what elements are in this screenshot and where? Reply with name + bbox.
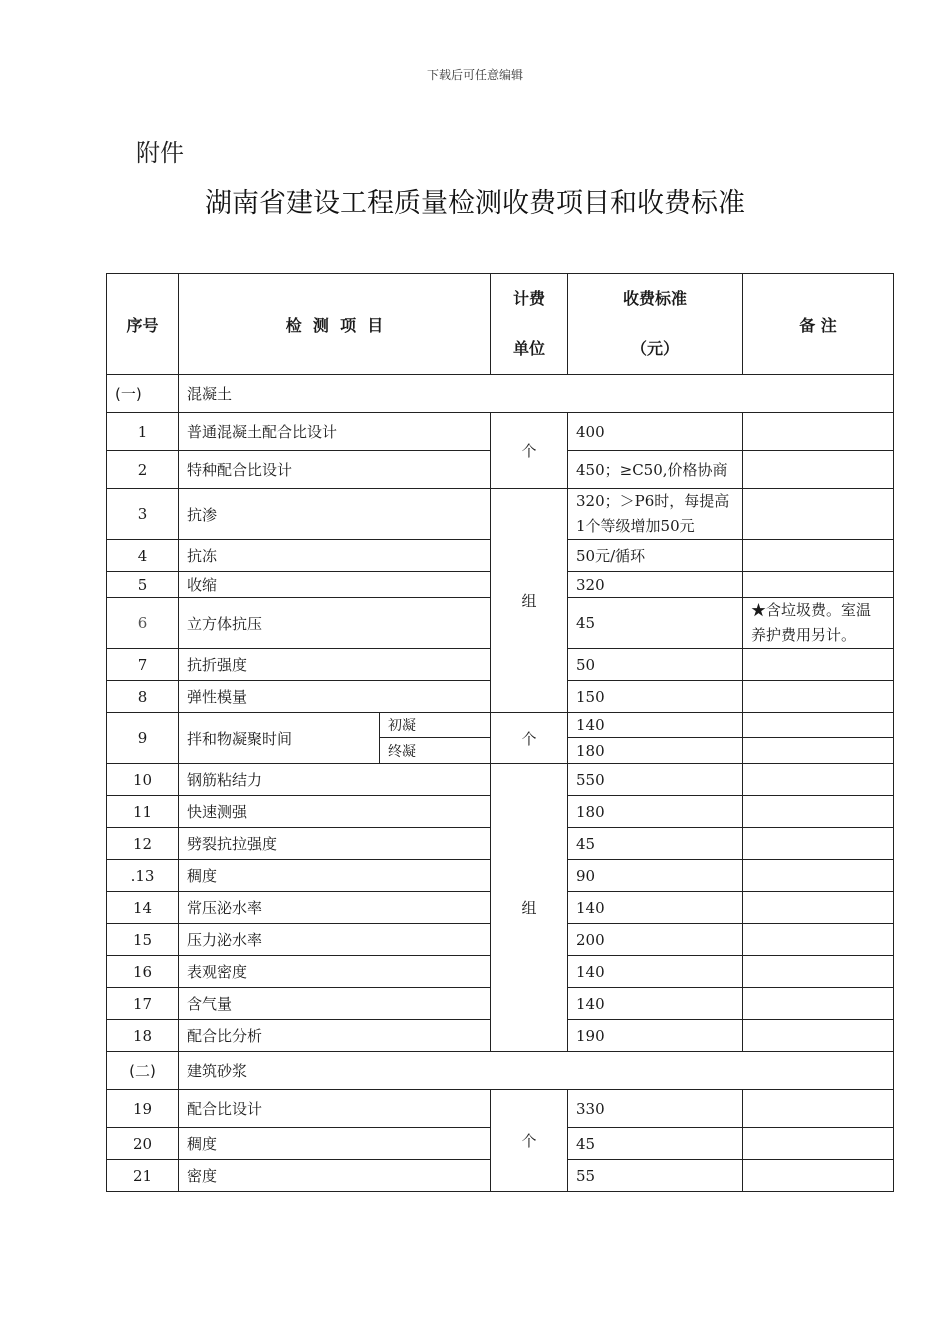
section-seq: (二) xyxy=(107,1052,179,1090)
row-item: 配合比设计 xyxy=(179,1090,491,1128)
row-remark: ★含垃圾费。室温养护费用另计。 xyxy=(743,598,894,649)
row-fee: 190 xyxy=(568,1020,743,1052)
section-row xyxy=(107,1052,894,1090)
row-unit: 个 xyxy=(491,1090,568,1192)
row-seq: 3 xyxy=(107,489,179,540)
row-fee: 50元/循环 xyxy=(568,540,743,572)
row-fee: 180 xyxy=(568,796,743,828)
row-subitem: 初凝 xyxy=(380,713,491,738)
row-fee: 90 xyxy=(568,860,743,892)
row-remark xyxy=(743,413,894,451)
row-fee: 140 xyxy=(568,713,743,738)
fee-table xyxy=(106,273,894,1192)
row-seq: 4 xyxy=(107,540,179,572)
row-item: 劈裂抗拉强度 xyxy=(179,828,491,860)
row-remark xyxy=(743,1090,894,1128)
section-name: 建筑砂浆 xyxy=(179,1052,894,1090)
row-seq: 17 xyxy=(107,988,179,1020)
row-fee: 45 xyxy=(568,1128,743,1160)
row-fee: 320 xyxy=(568,572,743,598)
row-seq: 1 xyxy=(107,413,179,451)
row-seq: 19 xyxy=(107,1090,179,1128)
row-fee: 320；＞P6时，每提高1个等级增加50元 xyxy=(568,489,743,540)
header-fee-line1: 收费标准 xyxy=(622,289,687,308)
row-fee: 140 xyxy=(568,892,743,924)
row-unit: 组 xyxy=(491,764,568,1052)
row-item: 稠度 xyxy=(179,860,491,892)
row-fee: 400 xyxy=(568,413,743,451)
row-remark xyxy=(743,924,894,956)
row-item: 密度 xyxy=(179,1160,491,1192)
section-row xyxy=(107,375,894,413)
row-fee: 50 xyxy=(568,649,743,681)
row-item: 普通混凝土配合比设计 xyxy=(179,413,491,451)
row-remark xyxy=(743,649,894,681)
row-item: 含气量 xyxy=(179,988,491,1020)
row-fee: 140 xyxy=(568,988,743,1020)
row-fee: 45 xyxy=(568,598,743,649)
row-seq: 8 xyxy=(107,681,179,713)
row-remark xyxy=(743,451,894,489)
row-unit: 个 xyxy=(491,713,568,764)
row-seq: 14 xyxy=(107,892,179,924)
header-unit-line2: 单位 xyxy=(512,339,545,358)
row-item: 弹性模量 xyxy=(179,681,491,713)
header-fee-line2: （元） xyxy=(630,339,679,358)
row-seq: .13 xyxy=(107,860,179,892)
row-item: 常压泌水率 xyxy=(179,892,491,924)
row-remark xyxy=(743,489,894,540)
row-item: 立方体抗压 xyxy=(179,598,491,649)
row-seq: 18 xyxy=(107,1020,179,1052)
table-row xyxy=(107,764,894,796)
row-fee: 550 xyxy=(568,764,743,796)
row-seq: 6 xyxy=(107,598,179,649)
row-item: 抗折强度 xyxy=(179,649,491,681)
header-unit xyxy=(491,274,568,375)
row-fee: 55 xyxy=(568,1160,743,1192)
header-seq: 序号 xyxy=(107,274,179,375)
row-item: 特种配合比设计 xyxy=(179,451,491,489)
section-seq: (一) xyxy=(107,375,179,413)
row-fee: 140 xyxy=(568,956,743,988)
row-seq: 21 xyxy=(107,1160,179,1192)
table-row xyxy=(107,713,894,738)
row-remark xyxy=(743,892,894,924)
row-remark xyxy=(743,796,894,828)
row-item: 压力泌水率 xyxy=(179,924,491,956)
row-remark xyxy=(743,860,894,892)
row-seq: 7 xyxy=(107,649,179,681)
row-item: 抗渗 xyxy=(179,489,491,540)
document-title: 湖南省建设工程质量检测收费项目和收费标准 xyxy=(205,188,745,219)
row-unit: 组 xyxy=(491,489,568,713)
row-item: 配合比分析 xyxy=(179,1020,491,1052)
row-item: 拌和物凝聚时间 xyxy=(179,713,380,764)
row-seq: 12 xyxy=(107,828,179,860)
row-fee: 150 xyxy=(568,681,743,713)
row-seq: 2 xyxy=(107,451,179,489)
row-fee: 330 xyxy=(568,1090,743,1128)
row-item: 收缩 xyxy=(179,572,491,598)
table-row xyxy=(107,413,894,451)
table-row xyxy=(107,489,894,540)
row-remark xyxy=(743,738,894,764)
row-seq: 10 xyxy=(107,764,179,796)
row-remark xyxy=(743,681,894,713)
row-remark xyxy=(743,956,894,988)
row-remark xyxy=(743,828,894,860)
header-item: 检 测 项 目 xyxy=(179,274,491,375)
row-seq: 5 xyxy=(107,572,179,598)
table-row xyxy=(107,1090,894,1128)
row-seq: 15 xyxy=(107,924,179,956)
row-unit: 个 xyxy=(491,413,568,489)
row-item: 抗冻 xyxy=(179,540,491,572)
row-item: 快速测强 xyxy=(179,796,491,828)
header-fee xyxy=(568,274,743,375)
header-remark: 备 注 xyxy=(743,274,894,375)
row-remark xyxy=(743,1020,894,1052)
row-remark xyxy=(743,1128,894,1160)
row-item: 钢筋粘结力 xyxy=(179,764,491,796)
row-seq: 20 xyxy=(107,1128,179,1160)
row-remark xyxy=(743,1160,894,1192)
row-remark xyxy=(743,572,894,598)
row-item: 稠度 xyxy=(179,1128,491,1160)
row-fee: 45 xyxy=(568,828,743,860)
row-fee: 450；≥C50,价格协商 xyxy=(568,451,743,489)
row-seq: 11 xyxy=(107,796,179,828)
section-name: 混凝土 xyxy=(179,375,894,413)
row-subitem: 终凝 xyxy=(380,738,491,764)
row-seq: 9 xyxy=(107,713,179,764)
attachment-label: 附件 xyxy=(136,139,184,167)
row-item: 表观密度 xyxy=(179,956,491,988)
table-header-row xyxy=(107,274,894,375)
row-remark xyxy=(743,988,894,1020)
row-fee: 200 xyxy=(568,924,743,956)
row-remark xyxy=(743,540,894,572)
row-fee: 180 xyxy=(568,738,743,764)
row-remark xyxy=(743,764,894,796)
header-unit-line1: 计费 xyxy=(512,289,545,308)
row-remark xyxy=(743,713,894,738)
row-seq: 16 xyxy=(107,956,179,988)
header-note: 下载后可任意编辑 xyxy=(426,68,523,82)
